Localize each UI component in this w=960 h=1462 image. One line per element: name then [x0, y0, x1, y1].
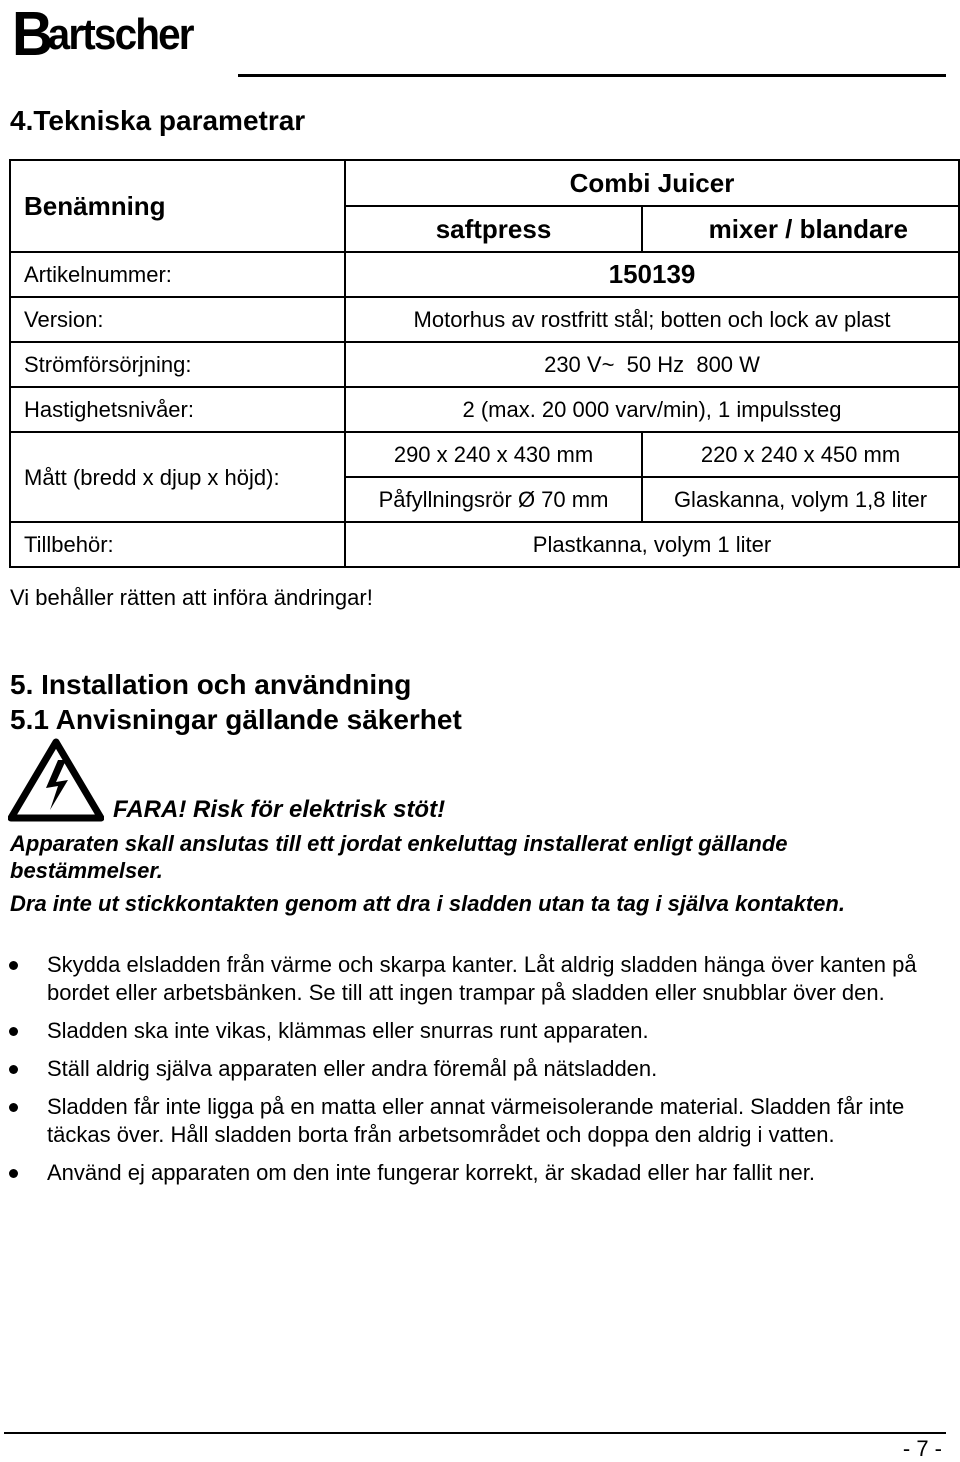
- list-item: [0, 1159, 920, 1187]
- name-label: Benämning: [10, 160, 345, 252]
- row-label: Version:: [10, 297, 345, 342]
- warning-grounding: Apparaten skall anslutas till ett jordat enkeluttag installerat enligt gällande bestämmelser.: [10, 831, 788, 883]
- bullet-icon: [9, 1027, 18, 1036]
- col-b-header: mixer / blandare: [642, 206, 959, 252]
- table-row: [10, 252, 959, 297]
- table-row: [10, 522, 959, 567]
- table-row: [10, 297, 959, 342]
- list-item: [0, 1017, 920, 1045]
- bullet-icon: [9, 1065, 18, 1074]
- row-value: Glaskanna, volym 1,8 liter: [642, 477, 959, 522]
- row-value: Påfyllningsrör Ø 70 mm: [345, 477, 642, 522]
- row-value: Plastkanna, volym 1 liter: [345, 522, 959, 567]
- row-label: Hastighetsnivåer:: [10, 387, 345, 432]
- list-item-text: Sladden får inte ligga på en matta eller annat värmeisolerande material. Sladden får inte täckas över. Håll sladden borta från arbetsområdet och doppa den aldrig i vatten.: [47, 1094, 905, 1147]
- header-rule: [238, 74, 946, 77]
- danger-label: FARA! Risk för elektrisk stöt!: [113, 796, 446, 823]
- brand-logo-text: artscher: [47, 10, 193, 59]
- row-value: 220 x 240 x 450 mm: [642, 432, 959, 477]
- list-item: [0, 951, 920, 1007]
- row-label: Artikelnummer:: [10, 252, 345, 297]
- row-label: Mått (bredd x djup x höjd):: [10, 432, 345, 522]
- safety-list: [0, 951, 920, 1197]
- list-item-text: Använd ej apparaten om den inte fungerar korrekt, är skadad eller har fallit ner.: [47, 1160, 816, 1185]
- section-4-title: 4.Tekniska parametrar: [10, 105, 306, 136]
- list-item-text: Ställ aldrig själva apparaten eller andra föremål på nätsladden.: [47, 1056, 658, 1081]
- row-value: 2 (max. 20 000 varv/min), 1 impulssteg: [345, 387, 959, 432]
- row-value: 150139: [345, 252, 959, 297]
- list-item: [0, 1093, 920, 1149]
- row-label: Tillbehör:: [10, 522, 345, 567]
- product-name: Combi Juicer: [345, 160, 959, 206]
- bullet-icon: [9, 961, 18, 970]
- row-value: 230 V~ 50 Hz 800 W: [345, 342, 959, 387]
- row-label: Strömförsörjning:: [10, 342, 345, 387]
- section-5-title: 5. Installation och användning: [10, 669, 412, 700]
- table-row: [10, 342, 959, 387]
- list-item-text: Skydda elsladden från värme och skarpa kanter. Låt aldrig sladden hänga över kanten på bordet eller arbetsbänken. Se till att ingen trampar på sladden eller snubblar över den.: [47, 952, 917, 1005]
- bullet-icon: [9, 1169, 18, 1178]
- table-row: [10, 160, 959, 206]
- list-item: [0, 1055, 920, 1083]
- bullet-icon: [9, 1103, 18, 1112]
- table-row: [10, 387, 959, 432]
- row-value: Motorhus av rostfritt stål; botten och lock av plast: [345, 297, 959, 342]
- footer-rule: [4, 1432, 946, 1434]
- change-note: Vi behåller rätten att införa ändringar!: [10, 585, 373, 610]
- electric-hazard-icon: [8, 738, 104, 822]
- section-5-1-title: 5.1 Anvisningar gällande säkerhet: [10, 704, 462, 735]
- page-number: - 7 -: [902, 1436, 942, 1461]
- col-a-header: saftpress: [345, 206, 642, 252]
- spec-table: [9, 159, 960, 568]
- brand-logo: Bartscher: [12, 0, 193, 69]
- warning-unplug: Dra inte ut stickkontakten genom att dra i sladden utan ta tag i själva kontakten.: [10, 891, 845, 916]
- table-row: [10, 432, 959, 477]
- row-value: 290 x 240 x 430 mm: [345, 432, 642, 477]
- list-item-text: Sladden ska inte vikas, klämmas eller snurras runt apparaten.: [47, 1018, 649, 1043]
